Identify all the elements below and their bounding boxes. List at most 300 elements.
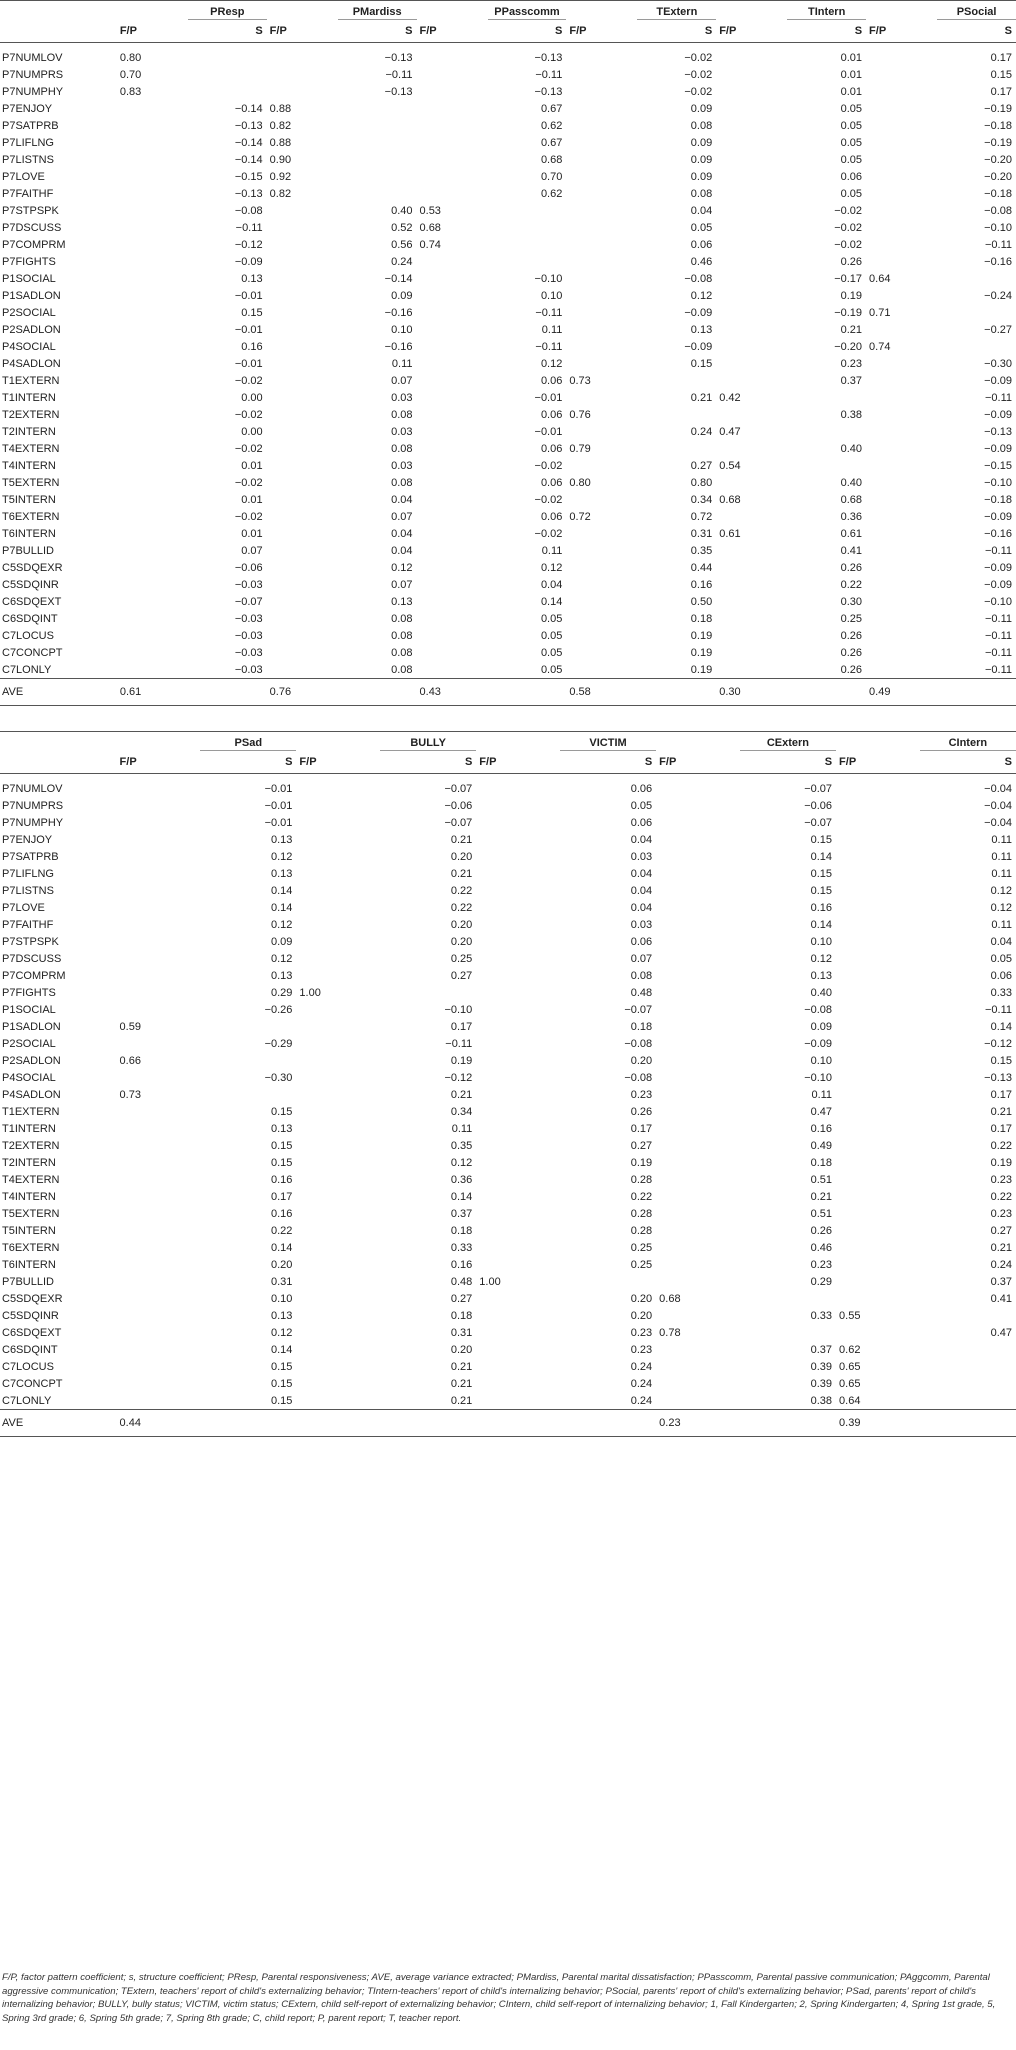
pattern-coefficient: 0.82 (269, 187, 292, 200)
ave-value: 0.49 (866, 679, 937, 706)
pattern-coefficient (716, 321, 787, 338)
structure-coefficient: 0.12 (391, 561, 413, 574)
pattern-coefficient (117, 559, 188, 576)
structure-coefficient: −0.04 (984, 782, 1012, 795)
structure-coefficient: 0.06 (540, 408, 563, 421)
structure-coefficient (338, 185, 417, 202)
structure-coefficient: −0.16 (984, 527, 1012, 540)
table-row (0, 1086, 1016, 1103)
structure-coefficient: −0.02 (234, 442, 263, 455)
structure-coefficient: 0.62 (540, 119, 563, 132)
structure-coefficient: −0.07 (804, 816, 833, 829)
pattern-coefficient: 0.66 (119, 1054, 141, 1067)
pattern-coefficient (296, 1392, 380, 1410)
pattern-coefficient (417, 610, 488, 627)
row-label: P4SADLON (2, 357, 61, 370)
pattern-coefficient (117, 1307, 201, 1324)
table-row (0, 406, 1016, 423)
pattern-coefficient: 0.47 (719, 425, 741, 438)
structure-coefficient (380, 984, 476, 1001)
pattern-coefficient (716, 83, 787, 100)
structure-coefficient: 0.19 (637, 661, 716, 679)
pattern-coefficient (716, 508, 787, 525)
structure-coefficient: 0.27 (630, 1139, 653, 1152)
structure-coefficient: 0.12 (540, 357, 563, 370)
row-label: P1SADLON (2, 1020, 61, 1033)
structure-coefficient (740, 1290, 836, 1307)
pattern-coefficient: 0.83 (119, 85, 142, 98)
structure-coefficient: 0.12 (271, 1326, 293, 1339)
structure-coefficient: 0.39 (810, 1360, 833, 1373)
structure-coefficient: 0.03 (391, 425, 413, 438)
pattern-coefficient (656, 1188, 740, 1205)
structure-coefficient (637, 372, 716, 389)
structure-coefficient: −0.15 (234, 170, 263, 183)
pattern-coefficient (716, 49, 787, 66)
pattern-coefficient (296, 1137, 380, 1154)
row-label: P7FIGHTS (2, 986, 56, 999)
pattern-coefficient (836, 1324, 920, 1341)
row-label: T6EXTERN (2, 510, 60, 523)
structure-coefficient: 0.11 (991, 833, 1012, 846)
structure-coefficient: 0.15 (241, 306, 263, 319)
pattern-coefficient (296, 1324, 380, 1341)
structure-coefficient: 0.28 (630, 1207, 653, 1220)
table-row (0, 151, 1016, 168)
pattern-coefficient (866, 610, 937, 627)
pattern-coefficient (656, 950, 740, 967)
structure-coefficient: 0.26 (810, 1224, 833, 1237)
pattern-coefficient (836, 1290, 920, 1307)
structure-coefficient (920, 1358, 1016, 1375)
row-label: T6INTERN (2, 527, 56, 540)
subheader-s: S (920, 751, 1016, 774)
pattern-coefficient (117, 457, 188, 474)
structure-coefficient: 0.01 (241, 527, 263, 540)
pattern-coefficient (417, 372, 488, 389)
structure-coefficient: 0.16 (810, 1122, 833, 1135)
structure-coefficient: −0.19 (984, 102, 1012, 115)
table-row (0, 1018, 1016, 1035)
pattern-coefficient (566, 83, 637, 100)
table-row (0, 304, 1016, 321)
ave-row (0, 1410, 1016, 1437)
structure-coefficient: 0.19 (690, 646, 713, 659)
table-row (0, 831, 1016, 848)
pattern-coefficient (476, 1341, 560, 1358)
row-label: C5SDQINR (2, 1309, 59, 1322)
ave-value: 0.61 (117, 679, 188, 706)
group-header: VICTIM (560, 732, 656, 751)
pattern-coefficient (117, 236, 188, 253)
pattern-coefficient (417, 253, 488, 270)
structure-coefficient: −0.18 (984, 493, 1012, 506)
row-label: T4INTERN (2, 1190, 56, 1203)
pattern-coefficient (836, 1137, 920, 1154)
pattern-coefficient: 0.88 (269, 102, 292, 115)
structure-coefficient: 0.29 (271, 986, 293, 999)
pattern-coefficient (117, 984, 201, 1001)
pattern-coefficient (866, 100, 937, 117)
structure-coefficient: −0.08 (624, 1071, 653, 1084)
structure-coefficient: −0.06 (444, 799, 473, 812)
structure-coefficient: 0.23 (810, 1258, 833, 1271)
pattern-coefficient (417, 593, 488, 610)
pattern-coefficient (267, 270, 338, 287)
structure-coefficient: 0.21 (810, 1190, 833, 1203)
row-label: T4INTERN (2, 459, 56, 472)
structure-coefficient: 0.24 (560, 1392, 656, 1410)
pattern-coefficient (117, 661, 188, 679)
structure-coefficient: −0.01 (234, 323, 263, 336)
structure-coefficient: −0.13 (384, 51, 413, 64)
pattern-coefficient (417, 321, 488, 338)
row-label: P2SOCIAL (2, 306, 56, 319)
pattern-coefficient (656, 1256, 740, 1273)
pattern-coefficient (476, 848, 560, 865)
structure-coefficient: −0.08 (804, 1003, 833, 1016)
structure-coefficient: −0.11 (937, 661, 1016, 679)
pattern-coefficient: 0.76 (569, 408, 591, 421)
pattern-coefficient (836, 1103, 920, 1120)
pattern-coefficient (866, 389, 937, 406)
structure-coefficient: −0.11 (984, 391, 1012, 404)
pattern-coefficient (296, 967, 380, 984)
row-label: P7LIFLNG (2, 136, 54, 149)
structure-coefficient: 0.15 (990, 68, 1012, 81)
pattern-coefficient (866, 661, 937, 679)
structure-coefficient: 0.13 (690, 323, 713, 336)
structure-coefficient: −0.02 (834, 238, 863, 251)
table-row (0, 559, 1016, 576)
structure-coefficient: 0.17 (630, 1122, 653, 1135)
row-label: T1EXTERN (2, 1105, 60, 1118)
pattern-coefficient (866, 219, 937, 236)
header-gap (656, 732, 740, 751)
structure-coefficient: 0.33 (810, 1309, 833, 1322)
pattern-coefficient (117, 1171, 201, 1188)
structure-coefficient: 0.00 (241, 391, 263, 404)
pattern-coefficient (117, 814, 201, 831)
structure-coefficient: 0.07 (391, 374, 413, 387)
group-header: TExtern (637, 1, 716, 20)
row-label: P7NUMPRS (2, 799, 64, 812)
structure-coefficient: 0.05 (690, 221, 713, 234)
structure-coefficient: 0.05 (488, 661, 567, 679)
pattern-coefficient (417, 389, 488, 406)
structure-coefficient: 0.08 (391, 476, 413, 489)
group-header: PSad (200, 732, 296, 751)
row-label: P4SOCIAL (2, 340, 56, 353)
structure-coefficient: 0.11 (391, 357, 413, 370)
pattern-coefficient (836, 967, 920, 984)
structure-coefficient: −0.20 (984, 170, 1012, 183)
row-label: P1SOCIAL (2, 272, 56, 285)
pattern-coefficient (716, 338, 787, 355)
pattern-coefficient (117, 1205, 201, 1222)
pattern-coefficient (117, 525, 188, 542)
structure-coefficient (937, 270, 1016, 287)
pattern-coefficient (267, 661, 338, 679)
pattern-coefficient (866, 151, 937, 168)
pattern-coefficient (566, 389, 637, 406)
pattern-coefficient (866, 576, 937, 593)
pattern-coefficient (866, 117, 937, 134)
structure-coefficient: −0.12 (984, 1037, 1012, 1050)
pattern-coefficient (417, 100, 488, 117)
structure-coefficient (740, 1324, 836, 1341)
structure-coefficient: 0.70 (540, 170, 563, 183)
pattern-coefficient (656, 1052, 740, 1069)
pattern-coefficient (566, 151, 637, 168)
pattern-coefficient (836, 1205, 920, 1222)
pattern-coefficient (476, 1239, 560, 1256)
structure-coefficient: −0.30 (984, 357, 1012, 370)
structure-coefficient: 0.21 (450, 1360, 473, 1373)
pattern-coefficient (476, 1358, 560, 1375)
row-label: P7COMPRM (2, 969, 66, 982)
pattern-coefficient (417, 134, 488, 151)
pattern-coefficient (866, 321, 937, 338)
structure-coefficient: −0.02 (684, 68, 713, 81)
row-label: P7NUMLOV (2, 782, 63, 795)
structure-coefficient: 0.25 (630, 1258, 653, 1271)
structure-coefficient (637, 440, 716, 457)
pattern-coefficient (476, 899, 560, 916)
pattern-coefficient (267, 202, 338, 219)
pattern-coefficient (476, 882, 560, 899)
structure-coefficient: −0.14 (234, 102, 263, 115)
pattern-coefficient (566, 185, 637, 202)
pattern-coefficient (866, 134, 937, 151)
row-label: C6SDQEXT (2, 595, 62, 608)
pattern-coefficient (866, 627, 937, 644)
group-header: TIntern (787, 1, 866, 20)
group-header: PSocial (937, 1, 1016, 20)
pattern-coefficient (716, 134, 787, 151)
structure-coefficient: 0.22 (990, 1190, 1012, 1203)
table-row (0, 984, 1016, 1001)
structure-coefficient: 0.08 (391, 646, 413, 659)
structure-coefficient: 0.26 (840, 646, 863, 659)
structure-coefficient: −0.27 (984, 323, 1012, 336)
pattern-coefficient (117, 508, 188, 525)
table-row (0, 1035, 1016, 1052)
row-label: T2INTERN (2, 425, 56, 438)
pattern-coefficient (417, 270, 488, 287)
row-label: T5EXTERN (2, 1207, 60, 1220)
pattern-coefficient (476, 1069, 560, 1086)
structure-coefficient: 0.07 (391, 510, 413, 523)
structure-coefficient: −0.09 (984, 561, 1012, 574)
pattern-coefficient (476, 967, 560, 984)
pattern-coefficient (656, 1358, 740, 1375)
structure-coefficient: 0.10 (810, 1054, 833, 1067)
ave-value: 0.23 (656, 1410, 740, 1437)
table-row (0, 865, 1016, 882)
structure-coefficient: 0.06 (630, 935, 653, 948)
structure-coefficient: −0.01 (264, 816, 293, 829)
pattern-coefficient (566, 542, 637, 559)
pattern-coefficient (656, 1392, 740, 1410)
pattern-coefficient (836, 1086, 920, 1103)
structure-coefficient: 0.06 (540, 374, 563, 387)
pattern-coefficient (866, 542, 937, 559)
pattern-coefficient (117, 1001, 201, 1018)
pattern-coefficient: 0.64 (836, 1392, 920, 1410)
pattern-coefficient (117, 185, 188, 202)
pattern-coefficient (836, 865, 920, 882)
subheader-s: S (937, 20, 1016, 43)
table-row (0, 389, 1016, 406)
structure-coefficient: −0.09 (684, 306, 713, 319)
group-header: PResp (188, 1, 267, 20)
pattern-coefficient (117, 372, 188, 389)
structure-coefficient: 0.20 (630, 1309, 653, 1322)
pattern-coefficient (267, 83, 338, 100)
structure-coefficient: −0.11 (445, 1037, 473, 1050)
ave-value (488, 679, 567, 706)
pattern-coefficient (716, 117, 787, 134)
pattern-coefficient (866, 491, 937, 508)
table-row (0, 1392, 1016, 1410)
pattern-coefficient (836, 780, 920, 797)
pattern-coefficient (117, 1222, 201, 1239)
row-label: T5EXTERN (2, 476, 60, 489)
structure-coefficient: 0.09 (690, 153, 713, 166)
structure-coefficient: 0.01 (840, 51, 863, 64)
structure-coefficient: 0.40 (840, 476, 863, 489)
pattern-coefficient (836, 1239, 920, 1256)
structure-coefficient: 0.29 (810, 1275, 833, 1288)
structure-coefficient: −0.11 (235, 221, 263, 234)
structure-coefficient: 0.17 (990, 1088, 1012, 1101)
structure-coefficient: 0.07 (241, 544, 263, 557)
pattern-coefficient (716, 151, 787, 168)
pattern-coefficient (656, 1103, 740, 1120)
pattern-coefficient (716, 304, 787, 321)
pattern-coefficient (716, 661, 787, 679)
pattern-coefficient (566, 576, 637, 593)
structure-coefficient: −0.09 (684, 340, 713, 353)
pattern-coefficient (417, 66, 488, 83)
structure-coefficient: 0.24 (630, 1377, 653, 1390)
pattern-coefficient (267, 508, 338, 525)
pattern-coefficient (716, 627, 787, 644)
pattern-coefficient (656, 916, 740, 933)
structure-coefficient: 0.20 (630, 1292, 653, 1305)
structure-coefficient: −0.13 (234, 119, 263, 132)
subheader-fp: F/P (267, 20, 338, 43)
row-label: P7NUMPHY (2, 816, 64, 829)
structure-coefficient: 0.21 (450, 867, 473, 880)
pattern-coefficient (656, 1375, 740, 1392)
structure-coefficient: −0.07 (444, 782, 473, 795)
structure-coefficient: 0.05 (990, 952, 1012, 965)
structure-coefficient: 0.27 (690, 459, 713, 472)
structure-coefficient: 0.51 (810, 1173, 833, 1186)
row-label: P7LISTNS (2, 153, 54, 166)
table-row (0, 372, 1016, 389)
structure-coefficient: 0.21 (990, 1241, 1012, 1254)
pattern-coefficient (117, 253, 188, 270)
structure-coefficient: −0.29 (264, 1037, 293, 1050)
table-row (0, 1137, 1016, 1154)
pattern-coefficient (417, 440, 488, 457)
structure-coefficient: −0.13 (534, 85, 563, 98)
structure-coefficient: 0.33 (990, 986, 1012, 999)
structure-coefficient: 0.06 (630, 782, 653, 795)
pattern-coefficient (656, 1205, 740, 1222)
structure-coefficient: −0.09 (984, 442, 1012, 455)
table-row (0, 848, 1016, 865)
table-row (0, 1103, 1016, 1120)
pattern-coefficient (476, 1375, 560, 1392)
pattern-coefficient: 0.79 (569, 442, 591, 455)
structure-coefficient: 0.11 (541, 544, 563, 557)
structure-coefficient: 0.22 (840, 578, 863, 591)
row-label: P7DSCUSS (2, 952, 62, 965)
pattern-coefficient (117, 882, 201, 899)
structure-coefficient: 0.13 (241, 272, 263, 285)
subheader-fp: F/P (656, 751, 740, 774)
structure-coefficient (188, 49, 267, 66)
structure-coefficient: 0.41 (840, 544, 863, 557)
structure-coefficient: 0.15 (271, 1377, 293, 1390)
pattern-coefficient (117, 1103, 201, 1120)
pattern-coefficient (566, 134, 637, 151)
table-row (0, 457, 1016, 474)
header-gap (417, 1, 488, 20)
table-row (0, 1358, 1016, 1375)
pattern-coefficient (117, 219, 188, 236)
structure-coefficient: −0.04 (984, 799, 1012, 812)
pattern-coefficient (476, 1188, 560, 1205)
ave-value (296, 1410, 380, 1437)
pattern-coefficient (836, 1273, 920, 1290)
structure-coefficient: 0.27 (990, 1224, 1012, 1237)
table-row (0, 1341, 1016, 1358)
pattern-coefficient (836, 1256, 920, 1273)
table-row (0, 219, 1016, 236)
structure-coefficient: 0.56 (391, 238, 413, 251)
ave-value (637, 679, 716, 706)
row-label: P1SOCIAL (2, 1003, 56, 1016)
pattern-coefficient (476, 1120, 560, 1137)
structure-coefficient: 0.47 (990, 1326, 1012, 1339)
pattern-coefficient (716, 372, 787, 389)
pattern-coefficient (836, 984, 920, 1001)
table-row (0, 287, 1016, 304)
pattern-coefficient (117, 1154, 201, 1171)
row-label: C7LONLY (0, 1392, 117, 1410)
pattern-coefficient (267, 236, 338, 253)
pattern-coefficient (117, 440, 188, 457)
table-row (0, 355, 1016, 372)
row-label: C5SDQEXR (2, 561, 63, 574)
structure-coefficient: −0.02 (234, 476, 263, 489)
pattern-coefficient (716, 355, 787, 372)
row-label: T5INTERN (2, 1224, 56, 1237)
table-row (0, 1273, 1016, 1290)
pattern-coefficient: 0.73 (119, 1088, 141, 1101)
table-row (0, 491, 1016, 508)
structure-coefficient: 0.01 (840, 85, 863, 98)
pattern-coefficient (656, 984, 740, 1001)
structure-coefficient: −0.02 (534, 527, 563, 540)
pattern-coefficient (117, 831, 201, 848)
pattern-coefficient (267, 525, 338, 542)
